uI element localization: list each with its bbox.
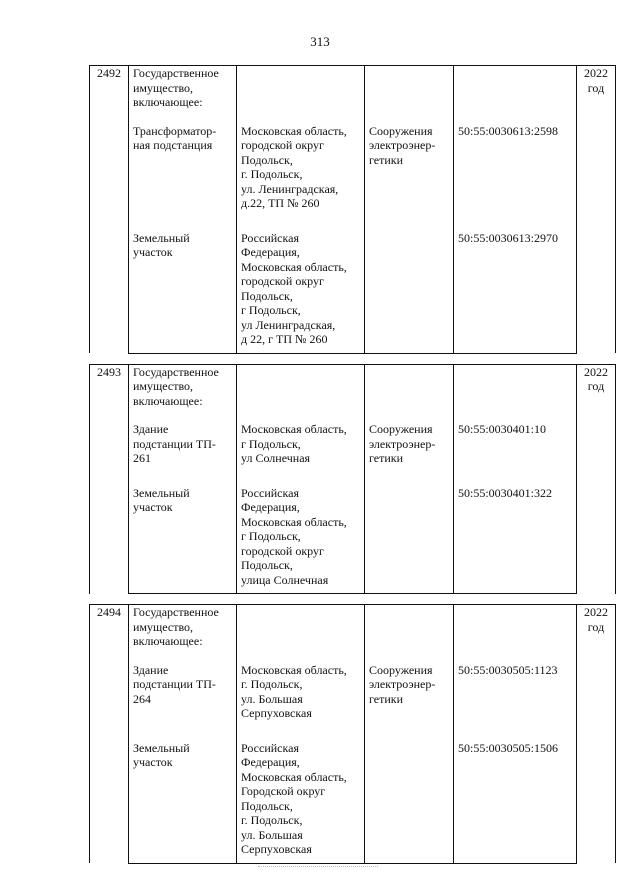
entry-gap: [90, 353, 616, 364]
entry-header-row: [90, 66, 616, 124]
empty-cell: [454, 66, 577, 124]
item-name: Трансформатор- ная подстанция: [129, 124, 237, 231]
item-cadastral-number: 50:55:0030401:322: [454, 486, 577, 594]
item-name: Земельный участок: [129, 486, 237, 594]
page-number: 313: [310, 34, 330, 49]
item-category: Сооружения электроэнер- гетики: [365, 663, 454, 741]
entry-gap: [90, 594, 616, 605]
item-row: [90, 231, 616, 354]
item-address: Московская область, городской округ Подольск, г. Подольск, ул. Ленинградская, д.22, ТП № 260: [237, 124, 365, 231]
item-row: [90, 741, 616, 864]
entry-header-row: [90, 364, 616, 422]
item-address: Российская Федерация, Московская область, г Подольск, городской округ Подольск, улица Солнечная: [237, 486, 365, 594]
item-address: Московская область, г Подольск, ул Солнечная: [237, 422, 365, 486]
empty-cell: [454, 364, 577, 422]
item-category: [365, 486, 454, 594]
item-address: Московская область, г. Подольск, ул. Большая Серпуховская: [237, 663, 365, 741]
registry-table: [89, 65, 616, 864]
entry-number: 2492: [90, 66, 129, 354]
scan-artifact: [258, 866, 378, 868]
entry-year: 2022 год: [577, 66, 616, 354]
gap-cell: [90, 353, 616, 364]
item-address: Российская Федерация, Московская область, Городской округ Подольск, г. Подольск, ул. Большая Серпуховская: [237, 741, 365, 864]
item-category: Сооружения электроэнер- гетики: [365, 124, 454, 231]
item-name: Земельный участок: [129, 741, 237, 864]
item-cadastral-number: 50:55:0030613:2970: [454, 231, 577, 354]
entry-number: 2494: [90, 605, 129, 864]
empty-cell: [365, 605, 454, 663]
item-row: [90, 124, 616, 231]
entry-number: 2493: [90, 364, 129, 594]
item-address: Российская Федерация, Московская область, городской округ Подольск, г Подольск, ул Ленинградская, д 22, г ТП № 260: [237, 231, 365, 354]
entry-title: Государственное имущество, включающее:: [129, 605, 237, 663]
item-row: [90, 486, 616, 594]
entry-title: Государственное имущество, включающее:: [129, 66, 237, 124]
empty-cell: [365, 66, 454, 124]
item-cadastral-number: 50:55:0030505:1123: [454, 663, 577, 741]
item-cadastral-number: 50:55:0030505:1506: [454, 741, 577, 864]
gap-cell: [90, 594, 616, 605]
item-name: Земельный участок: [129, 231, 237, 354]
empty-cell: [237, 66, 365, 124]
empty-cell: [237, 364, 365, 422]
item-category: [365, 741, 454, 864]
item-row: [90, 663, 616, 741]
entry-year: 2022 год: [577, 605, 616, 864]
item-name: Здание подстанции ТП- 261: [129, 422, 237, 486]
entry-year: 2022 год: [577, 364, 616, 594]
empty-cell: [365, 364, 454, 422]
item-cadastral-number: 50:55:0030401:10: [454, 422, 577, 486]
item-category: [365, 231, 454, 354]
empty-cell: [237, 605, 365, 663]
item-row: [90, 422, 616, 486]
item-category: Сооружения электроэнер- гетики: [365, 422, 454, 486]
entry-header-row: [90, 605, 616, 663]
registry-body: [90, 66, 616, 864]
empty-cell: [454, 605, 577, 663]
entry-title: Государственное имущество, включающее:: [129, 364, 237, 422]
item-name: Здание подстанции ТП- 264: [129, 663, 237, 741]
item-cadastral-number: 50:55:0030613:2598: [454, 124, 577, 231]
